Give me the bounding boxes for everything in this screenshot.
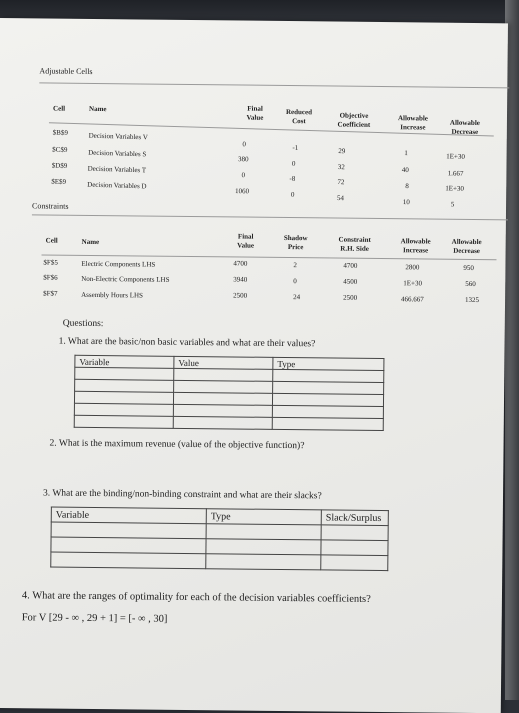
- q1-cell[interactable]: [272, 417, 383, 430]
- col-header-shadow-price: Shadow Price: [283, 233, 308, 252]
- row-reduced: 0: [291, 159, 296, 168]
- document-page: [0, 18, 508, 713]
- row-cell: $F$7: [43, 289, 58, 298]
- q1-header-variable: Variable: [75, 355, 174, 368]
- row-inc: 1: [404, 148, 408, 158]
- row-inc: 8: [405, 182, 409, 191]
- row-final: 0: [241, 171, 246, 180]
- q1-cell[interactable]: [74, 391, 173, 404]
- row-reduced: 0: [290, 190, 295, 199]
- row-coef: 72: [337, 178, 345, 187]
- question-2: 2. What is the maximum revenue (value of the objective function)?: [49, 438, 305, 452]
- row-name: Decision Variables D: [87, 180, 147, 191]
- row-dec: 560: [465, 279, 476, 288]
- row-cell: $D$9: [51, 161, 68, 171]
- row-name: Electric Components LHS: [81, 259, 156, 269]
- question-4: 4. What are the ranges of optimality for each of the decision variables coefficients?: [21, 590, 371, 605]
- row-dec: 950: [463, 263, 474, 272]
- col-header-cell: Cell: [45, 236, 58, 245]
- adjustable-cells-rows: [50, 129, 502, 222]
- row-name: Decision Variables T: [87, 164, 147, 175]
- row-reduced: -8: [289, 174, 296, 183]
- row-name: Non-Electric Components LHS: [81, 274, 170, 284]
- col-header-final-value: Final Value: [237, 232, 255, 250]
- col-header-final-value: Final Value: [246, 104, 264, 122]
- q3-cell[interactable]: [321, 525, 388, 541]
- col-header-objective-coefficient: Objective Coefficient: [337, 111, 371, 129]
- questions-label: Questions:: [62, 318, 104, 330]
- row-cell: $C$9: [52, 145, 68, 154]
- row-coef: 29: [338, 147, 346, 156]
- q3-header-variable: Variable: [51, 507, 206, 524]
- row-shadow: 2: [293, 261, 297, 270]
- row-name: Decision Variables V: [88, 131, 148, 142]
- q1-cell[interactable]: [272, 405, 383, 418]
- row-final: 2500: [233, 291, 248, 300]
- row-cell: $F$6: [43, 273, 58, 282]
- row-cell: $F$5: [43, 258, 58, 267]
- q3-cell[interactable]: [321, 540, 388, 556]
- row-dec: 1E+30: [446, 152, 466, 161]
- row-rhs: 2500: [343, 293, 358, 302]
- q1-cell[interactable]: [174, 368, 273, 381]
- q1-cell[interactable]: [173, 404, 272, 417]
- divider: [39, 82, 509, 88]
- row-inc: 466.667: [401, 295, 424, 304]
- row-final: 4700: [233, 259, 248, 268]
- row-coef: 54: [336, 194, 345, 203]
- q3-cell[interactable]: [206, 539, 321, 555]
- row-final: 1060: [234, 186, 250, 196]
- row-rhs: 4700: [343, 261, 358, 270]
- q1-cell[interactable]: [75, 379, 174, 392]
- question-3: 3. What are the binding/non-binding constraint and what are their slacks?: [42, 488, 322, 502]
- q1-cell[interactable]: [75, 367, 174, 380]
- q3-cell[interactable]: [51, 537, 206, 554]
- row-final: 0: [242, 140, 247, 149]
- q1-cell[interactable]: [74, 403, 173, 416]
- col-header-name: Name: [81, 237, 100, 247]
- q3-header-slack: Slack/Surplus: [321, 510, 388, 526]
- q1-cell[interactable]: [74, 415, 173, 428]
- col-header-allowable-increase: Allowable Increase: [397, 114, 428, 132]
- row-cell: $E$9: [51, 177, 67, 186]
- col-header-name: Name: [89, 104, 107, 114]
- constraints-rows: [43, 258, 503, 313]
- answer-table-q1: [74, 355, 385, 431]
- q3-header-type: Type: [206, 509, 321, 525]
- q1-header-value: Value: [174, 356, 273, 369]
- row-dec: 1.667: [447, 169, 464, 178]
- row-inc: 40: [401, 165, 409, 175]
- q3-cell[interactable]: [51, 552, 206, 569]
- row-name: Assembly Hours LHS: [81, 290, 143, 300]
- col-header-constraint-rhs: Constraint R.H. Side: [338, 235, 371, 253]
- row-inc: 1E+30: [403, 279, 423, 288]
- q1-cell[interactable]: [174, 380, 273, 393]
- row-inc: 10: [402, 197, 410, 207]
- row-shadow: 24: [293, 293, 301, 302]
- row-dec: 5: [450, 200, 455, 209]
- row-dec: 1325: [465, 295, 480, 305]
- row-final: 380: [237, 155, 249, 164]
- row-final: 3940: [233, 275, 248, 284]
- col-header-allowable-increase: Allowable Increase: [400, 237, 431, 255]
- answer-table-q3: [50, 507, 389, 572]
- question-1: 1. What are the basic/non basic variables and what are their values?: [58, 336, 316, 350]
- q3-cell[interactable]: [206, 524, 321, 540]
- question-4-answer: For V [29 - ∞ , 29 + 1] = [- ∞ , 30]: [21, 612, 168, 625]
- col-header-reduced-cost: Reduced Cost: [285, 108, 313, 126]
- q3-cell[interactable]: [51, 522, 206, 539]
- row-name: Decision Variables S: [88, 148, 147, 159]
- q3-cell[interactable]: [206, 554, 321, 570]
- row-inc: 2800: [405, 263, 420, 272]
- adjustable-cells-heading: Adjustable Cells: [39, 66, 93, 76]
- q3-cell[interactable]: [321, 555, 388, 571]
- row-cell: $B$9: [52, 128, 69, 138]
- row-rhs: 4500: [343, 277, 358, 286]
- q1-cell[interactable]: [173, 416, 272, 429]
- col-header-allowable-decrease: Allowable Decrease: [449, 118, 480, 137]
- q1-header-type: Type: [273, 357, 384, 370]
- col-header-allowable-decrease: Allowable Decrease: [451, 237, 482, 256]
- row-reduced: -1: [292, 143, 299, 152]
- col-header-cell: Cell: [53, 104, 66, 113]
- constraints-heading: Constraints: [31, 201, 69, 211]
- row-dec: 1E+30: [445, 184, 465, 193]
- q1-cell[interactable]: [173, 392, 272, 405]
- row-coef: 32: [337, 163, 345, 172]
- row-shadow: 0: [293, 277, 297, 286]
